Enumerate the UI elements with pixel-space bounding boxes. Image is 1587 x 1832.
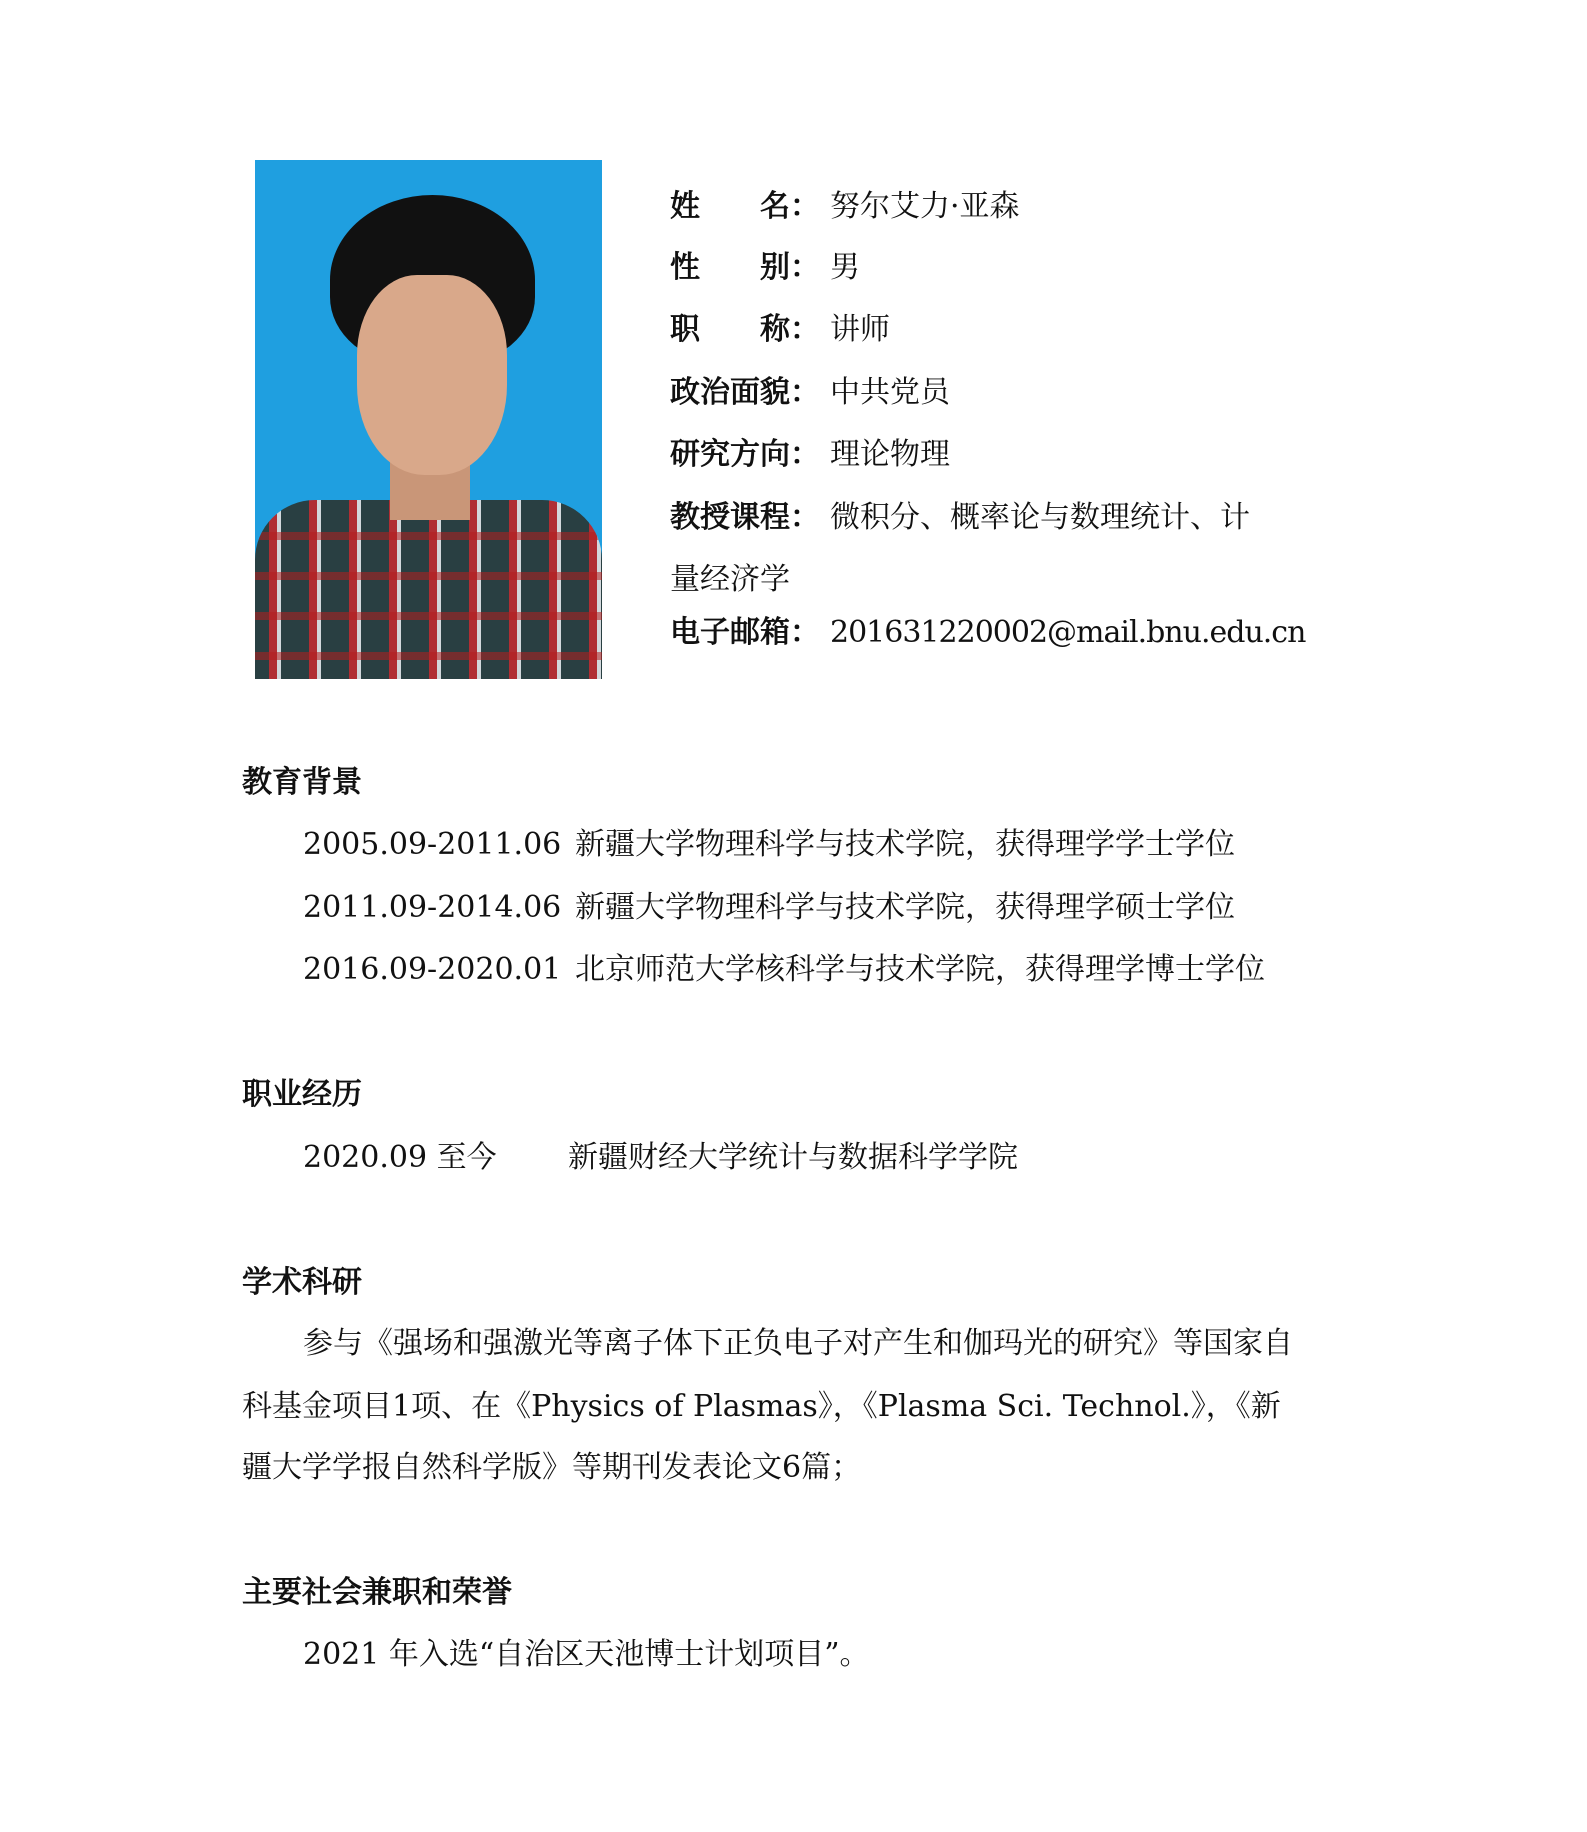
name-value: 努尔艾力·亚森	[830, 189, 1020, 224]
courses-label: 教授课程：	[670, 500, 820, 535]
research-line: 疆大学学报自然科学版》等期刊发表论文6篇；	[242, 1450, 862, 1485]
courses-value-cont: 量经济学	[670, 562, 790, 597]
email-value: 201631220002@mail.bnu.edu.cn	[830, 615, 1306, 650]
political-value: 中共党员	[830, 375, 950, 410]
title-value: 讲师	[830, 312, 890, 347]
courses-value: 微积分、概率论与数理统计、计	[830, 500, 1250, 535]
research-direction-label: 研究方向：	[670, 437, 820, 472]
gender-value: 男	[830, 250, 860, 285]
education-heading: 教育背景	[242, 765, 362, 800]
education-date: 2011.09-2014.06	[303, 890, 562, 925]
honors-heading: 主要社会兼职和荣誉	[242, 1575, 512, 1610]
title-label: 职 称：	[670, 312, 820, 347]
research-line: 参与《强场和强激光等离子体下正负电子对产生和伽玛光的研究》等国家自	[303, 1326, 1293, 1361]
profile-photo	[255, 160, 602, 679]
research-direction-value: 理论物理	[830, 437, 950, 472]
education-date: 2005.09-2011.06	[303, 827, 562, 862]
career-date: 2020.09 至今	[303, 1140, 497, 1175]
career-heading: 职业经历	[242, 1077, 362, 1112]
career-text: 新疆财经大学统计与数据科学学院	[568, 1140, 1018, 1175]
gender-label: 性 别：	[670, 250, 820, 285]
name-label: 姓 名：	[670, 189, 820, 224]
education-text: 北京师范大学核科学与技术学院，获得理学博士学位	[575, 952, 1265, 987]
education-text: 新疆大学物理科学与技术学院，获得理学学士学位	[575, 827, 1235, 862]
education-text: 新疆大学物理科学与技术学院，获得理学硕士学位	[575, 890, 1235, 925]
research-line: 科基金项目1项、在《Physics of Plasmas》，《Plasma Sci. Technol.》，《新	[242, 1389, 1281, 1424]
email-label: 电子邮箱：	[670, 615, 820, 650]
research-heading: 学术科研	[242, 1265, 362, 1300]
political-label: 政治面貌：	[670, 375, 820, 410]
education-date: 2016.09-2020.01	[303, 952, 562, 987]
honors-line: 2021 年入选“自治区天池博士计划项目”。	[303, 1637, 870, 1672]
